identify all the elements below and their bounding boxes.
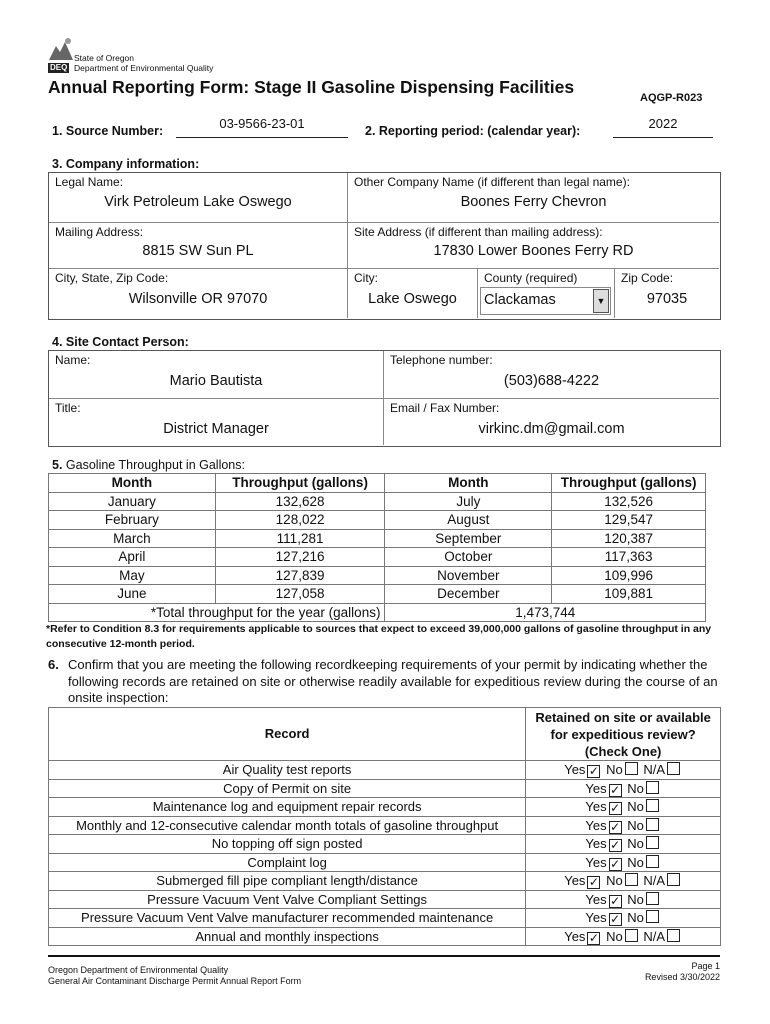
email-cell[interactable] xyxy=(384,399,719,445)
mailing-address-value: 8815 SW Sun PL xyxy=(142,243,254,259)
city-state-zip-cell[interactable] xyxy=(49,269,348,318)
throughput-cell[interactable]: 128,022 xyxy=(215,511,385,530)
table-row xyxy=(49,853,721,872)
contact-title-value: District Manager xyxy=(163,421,269,437)
no-label: No xyxy=(627,780,644,796)
page-number: Page 1 xyxy=(691,961,720,971)
contact-title-cell[interactable] xyxy=(49,399,384,445)
yes-checkbox[interactable]: ✓ xyxy=(610,893,621,908)
city-value: Lake Oswego xyxy=(368,291,457,307)
contact-box xyxy=(48,350,721,447)
site-address-value: 17830 Lower Boones Ferry RD xyxy=(433,243,634,259)
record-name: Monthly and 12-consecutive calendar month totals of gasoline throughput xyxy=(49,816,526,835)
yes-checkbox[interactable]: ✓ xyxy=(588,875,599,890)
county-value: Clackamas xyxy=(484,292,556,308)
records-intro xyxy=(48,657,728,707)
na-label: N/A xyxy=(643,873,665,889)
page-title: Annual Reporting Form: Stage II Gasoline Dispensing Facilities xyxy=(48,77,575,97)
yes-label: Yes xyxy=(585,910,607,926)
table-row xyxy=(49,872,721,891)
no-checkbox[interactable] xyxy=(625,873,638,886)
no-checkbox[interactable] xyxy=(646,799,659,812)
col-throughput-2: Throughput (gallons) xyxy=(552,474,706,493)
month-cell: January xyxy=(49,492,216,511)
na-label: N/A xyxy=(643,762,665,778)
yes-label: Yes xyxy=(585,799,607,815)
record-name: Complaint log xyxy=(49,853,526,872)
footer-rule xyxy=(48,955,720,957)
contact-name-value: Mario Bautista xyxy=(169,373,263,389)
records-section-num: 6. xyxy=(48,657,59,672)
state-name: State of Oregon xyxy=(74,53,135,63)
yes-checkbox[interactable]: ✓ xyxy=(588,764,599,779)
reporting-period-field[interactable]: 2022 xyxy=(613,116,713,138)
company-info-box xyxy=(48,172,721,320)
yes-label: Yes xyxy=(585,854,607,870)
total-label: *Total throughput for the year (gallons) xyxy=(49,603,385,622)
yes-checkbox[interactable]: ✓ xyxy=(610,819,621,834)
na-checkbox[interactable] xyxy=(667,929,680,942)
footer-right xyxy=(600,961,720,983)
yes-label: Yes xyxy=(585,891,607,907)
county-select[interactable] xyxy=(480,287,611,315)
no-checkbox[interactable] xyxy=(646,818,659,831)
deq-logo xyxy=(48,36,248,76)
source-number-label: 1. Source Number: xyxy=(52,124,164,138)
month-cell: March xyxy=(49,529,216,548)
record-name: Copy of Permit on site xyxy=(49,779,526,798)
throughput-cell[interactable]: 111,281 xyxy=(215,529,385,548)
contact-name-label: Name: xyxy=(55,353,91,367)
contact-title-label: Title: xyxy=(55,401,81,415)
retained-options xyxy=(526,890,721,909)
yes-checkbox[interactable]: ✓ xyxy=(610,838,621,853)
city-cell[interactable] xyxy=(348,269,478,318)
yes-label: Yes xyxy=(564,873,586,889)
no-checkbox[interactable] xyxy=(646,892,659,905)
deq-abbr: DEQ xyxy=(50,63,68,72)
records-intro-text: Confirm that you are meeting the following recordkeeping requirements of your permit by indicating whether the following records are retained on site or otherwise readily available for expeditious review during the course of an onsite inspection: xyxy=(68,657,718,705)
yes-checkbox[interactable]: ✓ xyxy=(610,801,621,816)
record-name: No topping off sign posted xyxy=(49,835,526,854)
throughput-cell[interactable]: 120,387 xyxy=(552,529,706,548)
table-row xyxy=(49,585,706,604)
throughput-table xyxy=(48,473,706,622)
site-address-label: Site Address (if different than mailing address): xyxy=(354,225,603,239)
reporting-period-label: 2. Reporting period: (calendar year): xyxy=(365,124,581,138)
no-checkbox[interactable] xyxy=(646,781,659,794)
legal-name-label: Legal Name: xyxy=(55,175,124,189)
form-code: AQGP-R023 xyxy=(640,92,703,104)
throughput-cell[interactable]: 109,996 xyxy=(552,566,706,585)
telephone-value: (503)688-4222 xyxy=(503,373,600,389)
footer-form-name: General Air Contaminant Discharge Permit Annual Report Form xyxy=(48,976,302,986)
throughput-cell[interactable]: 127,216 xyxy=(215,548,385,567)
month-cell: April xyxy=(49,548,216,567)
legal-name-value: Virk Petroleum Lake Oswego xyxy=(104,194,292,210)
yes-checkbox[interactable]: ✓ xyxy=(588,930,599,945)
table-row xyxy=(49,761,721,780)
col-throughput-1: Throughput (gallons) xyxy=(215,474,385,493)
no-checkbox[interactable] xyxy=(646,910,659,923)
contact-name-cell[interactable] xyxy=(49,351,384,399)
retained-options xyxy=(526,779,721,798)
yes-checkbox[interactable]: ✓ xyxy=(610,856,621,871)
record-name: Air Quality test reports xyxy=(49,761,526,780)
month-cell: February xyxy=(49,511,216,530)
table-row xyxy=(49,529,706,548)
throughput-cell[interactable]: 132,628 xyxy=(215,492,385,511)
month-cell: May xyxy=(49,566,216,585)
telephone-cell[interactable] xyxy=(384,351,719,399)
no-label: No xyxy=(606,762,623,778)
na-checkbox[interactable] xyxy=(667,762,680,775)
total-value[interactable]: 1,473,744 xyxy=(385,603,706,622)
table-row xyxy=(49,835,721,854)
company-section-title: 3. Company information: xyxy=(52,157,200,171)
throughput-cell[interactable]: 109,881 xyxy=(552,585,706,604)
no-checkbox[interactable] xyxy=(625,762,638,775)
department-name: Department of Environmental Quality xyxy=(74,63,214,73)
table-row xyxy=(49,798,721,817)
retained-options xyxy=(526,872,721,891)
col-month-1: Month xyxy=(49,474,216,493)
other-name-cell[interactable] xyxy=(348,173,719,223)
retained-options xyxy=(526,816,721,835)
yes-label: Yes xyxy=(585,780,607,796)
na-label: N/A xyxy=(643,928,665,944)
contact-section-title: 4. Site Contact Person: xyxy=(52,335,189,349)
throughput-cell[interactable]: 127,839 xyxy=(215,566,385,585)
city-state-zip-label: City, State, Zip Code: xyxy=(55,271,169,285)
throughput-cell[interactable]: 129,547 xyxy=(552,511,706,530)
zip-cell[interactable] xyxy=(615,269,719,318)
no-checkbox[interactable] xyxy=(625,929,638,942)
table-row xyxy=(49,566,706,585)
col-month-2: Month xyxy=(385,474,552,493)
no-label: No xyxy=(627,817,644,833)
throughput-section-title xyxy=(52,458,245,472)
record-name: Submerged fill pipe compliant length/distance xyxy=(49,872,526,891)
no-label: No xyxy=(627,910,644,926)
email-label: Email / Fax Number: xyxy=(390,401,500,415)
mailing-address-cell[interactable] xyxy=(49,223,348,269)
city-label: City: xyxy=(354,271,378,285)
yes-label: Yes xyxy=(585,836,607,852)
throughput-cell[interactable]: 132,526 xyxy=(552,492,706,511)
mailing-address-label: Mailing Address: xyxy=(55,225,144,239)
na-checkbox[interactable] xyxy=(667,873,680,886)
throughput-cell[interactable]: 127,058 xyxy=(215,585,385,604)
retained-options xyxy=(526,761,721,780)
email-value: virkinc.dm@gmail.com xyxy=(478,421,625,437)
table-row xyxy=(49,909,721,928)
no-label: No xyxy=(627,891,644,907)
retained-options xyxy=(526,853,721,872)
month-cell: October xyxy=(385,548,552,567)
record-name: Annual and monthly inspections xyxy=(49,927,526,946)
table-row xyxy=(49,816,721,835)
site-address-cell[interactable] xyxy=(348,223,719,269)
no-label: No xyxy=(627,854,644,870)
month-cell: August xyxy=(385,511,552,530)
no-label: No xyxy=(627,836,644,852)
retained-options xyxy=(526,927,721,946)
month-cell: September xyxy=(385,529,552,548)
revised-date: Revised 3/30/2022 xyxy=(644,972,720,982)
footer-left xyxy=(48,965,301,987)
legal-name-cell[interactable] xyxy=(49,173,348,223)
zip-value: 97035 xyxy=(646,291,688,307)
table-row xyxy=(49,492,706,511)
throughput-section-num: 5. xyxy=(52,458,63,472)
col-record: Record xyxy=(49,708,526,761)
yes-label: Yes xyxy=(585,817,607,833)
month-cell: June xyxy=(49,585,216,604)
no-label: No xyxy=(606,873,623,889)
table-row xyxy=(49,779,721,798)
yes-checkbox[interactable]: ✓ xyxy=(610,912,621,927)
telephone-label: Telephone number: xyxy=(390,353,493,367)
no-checkbox[interactable] xyxy=(646,836,659,849)
yes-checkbox[interactable]: ✓ xyxy=(610,782,621,797)
month-cell: July xyxy=(385,492,552,511)
table-row xyxy=(49,927,721,946)
month-cell: November xyxy=(385,566,552,585)
footer-agency: Oregon Department of Environmental Quality xyxy=(48,965,229,975)
no-label: No xyxy=(606,928,623,944)
record-name: Pressure Vacuum Vent Valve manufacturer recommended maintenance xyxy=(49,909,526,928)
retained-options xyxy=(526,798,721,817)
month-cell: December xyxy=(385,585,552,604)
table-row xyxy=(49,511,706,530)
records-table xyxy=(48,707,721,946)
chevron-down-icon[interactable]: ▼ xyxy=(593,289,609,313)
throughput-section-label: Gasoline Throughput in Gallons: xyxy=(65,458,245,472)
col-retained: Retained on site or available for expeditious review? (Check One) xyxy=(526,708,721,761)
retained-options xyxy=(526,835,721,854)
other-name-label: Other Company Name (if different than legal name): xyxy=(354,175,630,189)
county-cell xyxy=(478,269,615,318)
yes-label: Yes xyxy=(564,762,586,778)
throughput-cell[interactable]: 117,363 xyxy=(552,548,706,567)
no-label: No xyxy=(627,799,644,815)
county-label: County (required) xyxy=(484,271,578,285)
other-name-value: Boones Ferry Chevron xyxy=(460,194,607,210)
condition-note: *Refer to Condition 8.3 for requirements applicable to sources that expect to exceed 39,000,000 gallons of gasoline throughput in any consecutive 12-month period. xyxy=(46,623,712,650)
source-number-field[interactable]: 03-9566-23-01 xyxy=(176,116,348,138)
table-row xyxy=(49,890,721,909)
no-checkbox[interactable] xyxy=(646,855,659,868)
record-name: Maintenance log and equipment repair records xyxy=(49,798,526,817)
table-row xyxy=(49,548,706,567)
retained-options xyxy=(526,909,721,928)
yes-label: Yes xyxy=(564,928,586,944)
city-state-zip-value: Wilsonville OR 97070 xyxy=(128,291,268,307)
zip-label: Zip Code: xyxy=(621,271,674,285)
oregon-landscape-icon xyxy=(48,36,74,62)
record-name: Pressure Vacuum Vent Valve Compliant Settings xyxy=(49,890,526,909)
